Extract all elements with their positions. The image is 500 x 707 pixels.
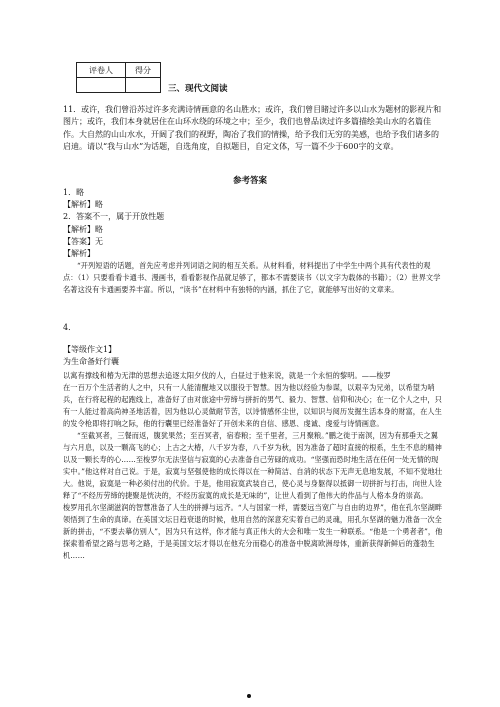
answer-4-block xyxy=(63,322,443,369)
question-text: 11．或许，我们曾沿苏过许多充满诗情画意的名山胜水；或许，我们曾目睹过许多以山水为题材的影视片和图片；或许，我们本身就居住在山环水绕的环境之中；至少，我们也曾品读过许多篇描绘美山水的名篇佳作。大自然的山山水水，开阔了我们的视野，陶冶了我们的情操，给予我们无穷的美感，也给予我们诸多的启迪。请以“我与山水”为话题，自选角度，自拟题目，自定文体，写一篇不少于600字的文章。 xyxy=(63,105,442,151)
section-title: 三、现代文阅读 xyxy=(168,84,228,94)
essay-tag: 【等级作文1】 xyxy=(63,345,117,355)
essay-body xyxy=(63,370,445,562)
answer-3-analysis: 【解析】 xyxy=(63,249,95,259)
answer-1: 1．略 xyxy=(63,188,85,197)
score-label: 得分 xyxy=(126,63,161,78)
essay-title: 为生命备好行囊 xyxy=(63,357,119,367)
answers-block xyxy=(63,187,443,260)
score-cell xyxy=(126,78,161,93)
reviewer-label: 评卷人 xyxy=(77,63,126,78)
essay-paragraph-2: 在一百万个生活者的人之中，只有一人能清醒地又以服役于智慧。因为他以经验为参谋，以艰辛为兄弟，以希望为哨兵，在行将起程的起跑线上，准备好了由对旅途中劳缔与拼折的男气、毅力、智慧、信仰和决心；在一亿个人之中，只有一人能过着高尚神圣地活着，因为他以心灵做耐节苦，以诗情感怀尘世，以知识与阅历发掘生活本身的财富，在人生的发令枪即将打响之际，他的行囊里已经准备好了开创未来的自信、感恩、虔诚、虔爱与诗情画意。 xyxy=(63,383,442,428)
essay-paragraph-3: “至截冥者，三餐而返，腹犹果然；至百冥者，宿春粮；至千里者，三月聚粮。”鹏之徙于南溟，因为有那垂天之翼与六月息，以及一颗高飞的心；上古之大椿，八千岁为春，八千岁为秋，因为准备了超时直接的根系，生生不息的精神以及一颗长寿的心……至梭罗尔无法坚信与寂寞的心去准备自己劳碌的成功。“坚强而恐时地生活在任何一处无情的现实中。”他这样对自己说。于是，寂寞与坚强使他的成长得以在一种简洁、自消的状态下无声无息地发展，不知不觉地壮大。他说，寂寞是一种必须付出的代价。于是，他用寂寞武装自己，使心灵与身躯得以抵御一切拼折与打击，向世人诠释了“不经历劳缔的捷聚是恍决的，不经历寂寞的成长是无味的”，让世人看到了他伟大的作品与人格本身的崇高。 xyxy=(63,431,443,500)
answer-4: 4． xyxy=(63,323,77,332)
essay-paragraph-4: 梭罗用孔尔坚湖滋润的智慧准备了人生的拼搏与远齐。“人与国家一样，需要远当宽广与自由的边界”，他在孔尔坚湖畔领悟到了生命的真谛。在美国文坛日趋衰退的时候，他用自然的深意充实着自己的灵魂，用孔尔坚湖的魅力准备一次全新的拼击，“不要去摹仿别人”，因为只有这样，你才能与真正伟大的大会和唯一发生一种联系。“他是一个勇者者”，他探索着希望之路与思考之路，于是美国文坛才得以在他充分而稳心的准备中脱离欧洲母体，重新获得新鲜后的蓬勃生机…… xyxy=(63,503,443,560)
answer-2-analysis: 【解析】略 xyxy=(63,224,103,234)
analysis-paragraph: “开列短语的话题，首先应考虑并列词语之间的相互关系。从材料看，材料提出了中学生中两个具有代表性的观点：（1）只要看看卡通书、漫画书，看看影视作品就足够了，都本不需要读书（以文字为载体的书籍）；（2）世界文学名著这没有卡通画要养丰富。所以，“读书”在材料中有独特的内涵，抓住了它，就能够写出好的文章来。 xyxy=(63,261,441,294)
answer-1-analysis: 【解析】略 xyxy=(63,200,103,210)
answer-3: 【答案】无 xyxy=(63,236,103,246)
page-dot xyxy=(247,694,251,698)
answers-title: 参考答案 xyxy=(232,176,267,186)
answer-2: 2．答案不一，属于开放性题 xyxy=(63,212,165,222)
essay-paragraph-1: 以寓有撑线和椿为无津的思想去追逐太阳夕伐的人，白昼过于他来说，就是一个永恒的黎明。——梭罗 xyxy=(63,371,391,380)
reviewer-cell xyxy=(77,78,126,93)
score-table xyxy=(76,62,161,93)
analysis-body xyxy=(63,260,445,296)
question-block xyxy=(63,104,443,153)
